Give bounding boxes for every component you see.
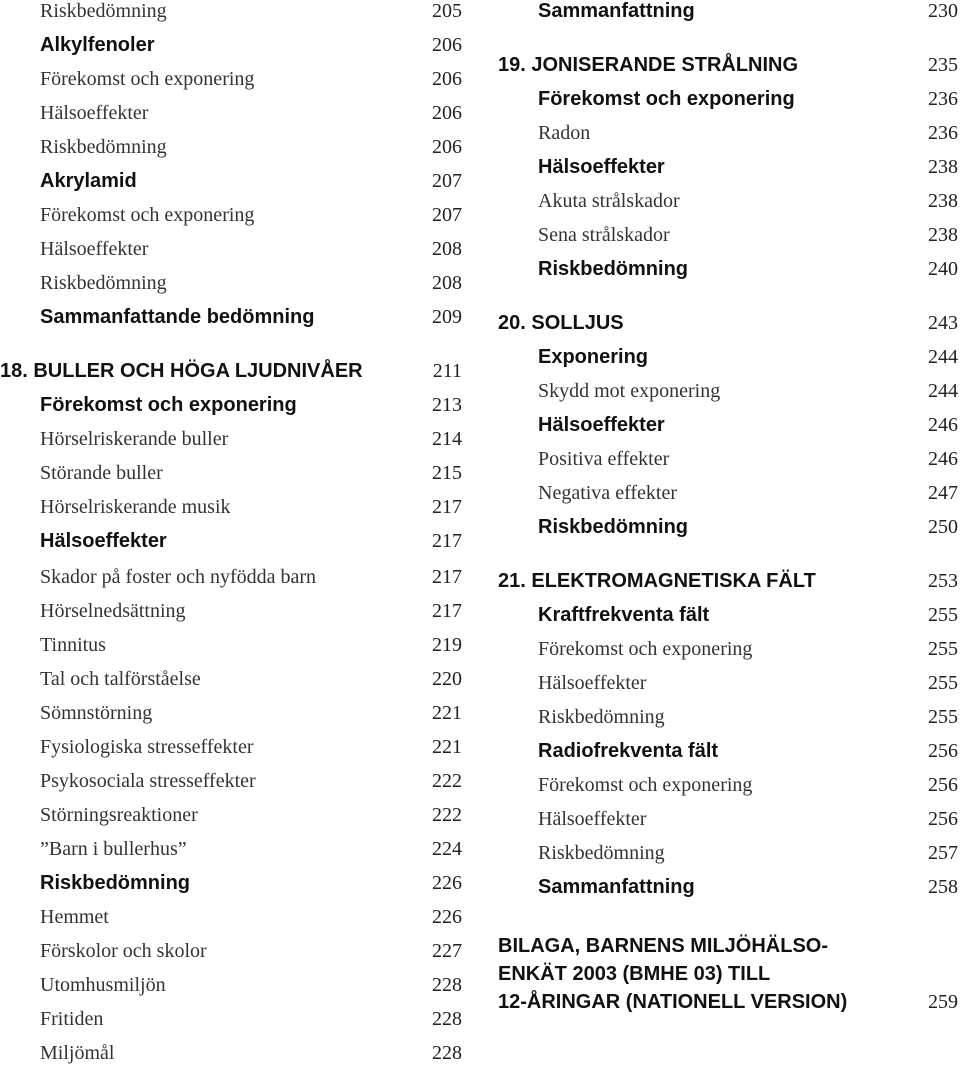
- toc-entry-label: ”Barn i bullerhus”: [40, 838, 187, 860]
- toc-page-number: 209: [432, 306, 462, 328]
- toc-page-number: 230: [928, 0, 958, 22]
- toc-entry[interactable]: [40, 132, 462, 162]
- toc-page-number: 247: [928, 482, 958, 504]
- toc-entry[interactable]: [538, 512, 958, 542]
- toc-entry-label: Skydd mot exponering: [538, 380, 721, 402]
- toc-entry-label: Hälsoeffekter: [40, 102, 149, 124]
- toc-chapter-heading[interactable]: [498, 50, 958, 80]
- toc-page-number: 226: [432, 906, 462, 928]
- toc-page-number: 214: [432, 428, 462, 450]
- toc-page-number: 244: [928, 380, 958, 402]
- toc-page-number: 213: [432, 394, 462, 416]
- toc-entry[interactable]: [40, 1004, 462, 1034]
- toc-entry-label: Sömnstörning: [40, 702, 153, 724]
- toc-entry[interactable]: [538, 770, 958, 800]
- toc-entry-label: Förekomst och exponering: [538, 638, 753, 660]
- toc-entry-label: Sammanfattande bedömning: [40, 306, 315, 328]
- toc-entry-label: Positiva effekter: [538, 448, 670, 470]
- bilaga-line-3: 12-ÅRINGAR (NATIONELL VERSION): [498, 991, 848, 1013]
- toc-page-number: 217: [432, 496, 462, 518]
- toc-entry[interactable]: [538, 410, 958, 440]
- toc-page-number: 206: [432, 136, 462, 158]
- toc-page-number: 217: [432, 566, 462, 588]
- toc-entry-label: 19. JONISERANDE STRÅLNING: [498, 54, 799, 76]
- toc-page-number: 207: [432, 204, 462, 226]
- toc-entry-label: 18. BULLER OCH HÖGA LJUDNIVÅER: [0, 360, 363, 382]
- toc-page-number: 228: [432, 974, 462, 996]
- toc-entry-label: Utomhusmiljön: [40, 974, 166, 996]
- toc-page-number: 256: [928, 774, 958, 796]
- toc-entry[interactable]: [40, 834, 462, 864]
- toc-entry-label: Miljömål: [40, 1042, 115, 1064]
- toc-entry[interactable]: [40, 268, 462, 298]
- toc-entry-label: Akrylamid: [40, 170, 137, 192]
- toc-chapter-heading[interactable]: [498, 566, 958, 596]
- toc-entry-label: Tinnitus: [40, 634, 106, 656]
- toc-entry-label: Förekomst och exponering: [40, 204, 255, 226]
- toc-page-number: 206: [432, 102, 462, 124]
- toc-entry[interactable]: [40, 492, 462, 522]
- toc-entry-label: Fysiologiska stresseffekter: [40, 736, 254, 758]
- toc-page-number: 238: [928, 190, 958, 212]
- toc-entry[interactable]: [538, 152, 958, 182]
- toc-entry-label: Riskbedömning: [40, 872, 191, 894]
- toc-entry-label: Akuta strålskador: [538, 190, 680, 212]
- toc-entry-label: Förekomst och exponering: [40, 68, 255, 90]
- toc-entry[interactable]: [40, 868, 462, 898]
- toc-page-number: 208: [432, 272, 462, 294]
- toc-page-number: 255: [928, 638, 958, 660]
- toc-entry-label: Förekomst och exponering: [538, 88, 795, 110]
- toc-page-number: 220: [432, 668, 462, 690]
- toc-entry[interactable]: [40, 970, 462, 1000]
- bilaga-line-2: ENKÄT 2003 (BMHE 03) TILL: [498, 963, 771, 985]
- toc-entry-label: Psykosociala stresseffekter: [40, 770, 256, 792]
- toc-page-number: 256: [928, 808, 958, 830]
- toc-entry-label: 21. ELEKTROMAGNETISKA FÄLT: [498, 570, 816, 592]
- toc-page-number: 207: [432, 170, 462, 192]
- toc-entry[interactable]: [538, 376, 958, 406]
- toc-entry[interactable]: [538, 342, 958, 372]
- toc-page-number: 255: [928, 604, 958, 626]
- toc-entry-bilaga[interactable]: [498, 932, 958, 1016]
- toc-page-number: 217: [432, 600, 462, 622]
- toc-entry[interactable]: [538, 736, 958, 766]
- toc-page-number: 238: [928, 224, 958, 246]
- toc-entry[interactable]: [538, 668, 958, 698]
- toc-entry-label: Hälsoeffekter: [538, 414, 665, 436]
- toc-page-number: 206: [432, 34, 462, 56]
- toc-entry-label: Förskolor och skolor: [40, 940, 207, 962]
- toc-entry[interactable]: [538, 254, 958, 284]
- toc-entry[interactable]: [40, 630, 462, 660]
- toc-entry-label: Riskbedömning: [40, 272, 167, 294]
- toc-entry[interactable]: [40, 0, 462, 26]
- toc-page-number: 224: [432, 838, 462, 860]
- toc-entry-label: Radiofrekventa fält: [538, 740, 719, 762]
- toc-entry-label: Fritiden: [40, 1008, 104, 1030]
- toc-page-number: 255: [928, 672, 958, 694]
- toc-entry[interactable]: [40, 936, 462, 966]
- toc-entry[interactable]: [40, 166, 462, 196]
- toc-entry-label: Riskbedömning: [538, 706, 665, 728]
- toc-entry[interactable]: [538, 872, 958, 902]
- toc-entry-label: Radon: [538, 122, 591, 144]
- toc-entry-label: 20. SOLLJUS: [498, 312, 624, 334]
- toc-page-number: 256: [928, 740, 958, 762]
- toc-page-number: 222: [432, 804, 462, 826]
- toc-entry-label: Störande buller: [40, 462, 163, 484]
- toc-page-number: 208: [432, 238, 462, 260]
- toc-entry[interactable]: [40, 1038, 462, 1068]
- bilaga-line-1: BILAGA, BARNENS MILJÖHÄLSO-: [498, 935, 828, 957]
- toc-entry[interactable]: [538, 838, 958, 868]
- toc-entry-label: Riskbedömning: [40, 0, 167, 22]
- toc-entry-label: Störningsreaktioner: [40, 804, 198, 826]
- toc-entry[interactable]: [40, 664, 462, 694]
- toc-entry-label: Hälsoeffekter: [40, 530, 167, 552]
- toc-entry[interactable]: [538, 804, 958, 834]
- toc-entry[interactable]: [40, 30, 462, 60]
- toc-page-number: 258: [928, 876, 958, 898]
- toc-entry-label: Hörselnedsättning: [40, 600, 186, 622]
- toc-page-number: 259: [928, 991, 958, 1013]
- toc-entry[interactable]: [538, 702, 958, 732]
- toc-page-number: 246: [928, 448, 958, 470]
- toc-entry[interactable]: [40, 64, 462, 94]
- toc-page-number: 257: [928, 842, 958, 864]
- toc-page-number: 246: [928, 414, 958, 436]
- toc-page-number: 222: [432, 770, 462, 792]
- toc-entry-label: Sammanfattning: [538, 0, 695, 22]
- toc-entry[interactable]: [40, 596, 462, 626]
- toc-entry[interactable]: [538, 444, 958, 474]
- toc-entry[interactable]: [40, 424, 462, 454]
- toc-entry[interactable]: [40, 766, 462, 796]
- toc-page-number: 236: [928, 122, 958, 144]
- toc-page-number: 235: [928, 54, 958, 76]
- toc-entry[interactable]: [40, 800, 462, 830]
- toc-entry[interactable]: [40, 562, 462, 592]
- toc-entry[interactable]: [40, 302, 462, 332]
- toc-page-number: 243: [928, 312, 958, 334]
- toc-entry-label: Exponering: [538, 346, 649, 368]
- toc-entry[interactable]: [40, 234, 462, 264]
- toc-entry[interactable]: [40, 526, 462, 556]
- toc-entry[interactable]: [538, 118, 958, 148]
- toc-entry[interactable]: [538, 478, 958, 508]
- toc-entry-label: Kraftfrekventa fält: [538, 604, 710, 626]
- toc-page-number: 215: [432, 462, 462, 484]
- toc-entry[interactable]: [538, 84, 958, 114]
- toc-page-number: 250: [928, 516, 958, 538]
- toc-page-number: 255: [928, 706, 958, 728]
- toc-entry-label: Hälsoeffekter: [538, 672, 647, 694]
- toc-page-number: 211: [432, 360, 462, 382]
- toc-entry[interactable]: [40, 390, 462, 420]
- toc-entry-label: Riskbedömning: [538, 258, 689, 280]
- toc-entry[interactable]: [40, 200, 462, 230]
- toc-page-number: 221: [432, 702, 462, 724]
- toc-entry-label: Tal och talförståelse: [40, 668, 201, 690]
- toc-entry[interactable]: [538, 0, 958, 26]
- toc-entry-label: Riskbedömning: [40, 136, 167, 158]
- toc-entry-label: Negativa effekter: [538, 482, 677, 504]
- toc-page-number: 227: [432, 940, 462, 962]
- toc-page-number: 217: [432, 530, 462, 552]
- toc-chapter-heading[interactable]: [0, 356, 462, 386]
- toc-entry[interactable]: [538, 634, 958, 664]
- toc-page-number: 240: [928, 258, 958, 280]
- toc-page-number: 228: [432, 1042, 462, 1064]
- toc-page-number: 219: [432, 634, 462, 656]
- toc-entry[interactable]: [40, 458, 462, 488]
- toc-entry-label: Riskbedömning: [538, 516, 689, 538]
- toc-entry-label: Sammanfattning: [538, 876, 695, 898]
- toc-entry-label: Hälsoeffekter: [538, 808, 647, 830]
- toc-page-number: 228: [432, 1008, 462, 1030]
- toc-entry-label: Hörselriskerande buller: [40, 428, 229, 450]
- toc-entry[interactable]: [538, 600, 958, 630]
- toc-entry[interactable]: [538, 220, 958, 250]
- toc-page-number: 221: [432, 736, 462, 758]
- toc-page-number: 244: [928, 346, 958, 368]
- toc-page-number: 205: [432, 0, 462, 22]
- toc-entry[interactable]: [40, 98, 462, 128]
- toc-entry[interactable]: [40, 732, 462, 762]
- toc-entry-label: Hörselriskerande musik: [40, 496, 231, 518]
- toc-entry-label: Hälsoeffekter: [40, 238, 149, 260]
- toc-page-number: 226: [432, 872, 462, 894]
- toc-entry-label: Skador på foster och nyfödda barn: [40, 566, 317, 588]
- toc-entry[interactable]: [40, 902, 462, 932]
- toc-entry-label: Riskbedömning: [538, 842, 665, 864]
- toc-entry[interactable]: [538, 186, 958, 216]
- toc-entry-label: Hälsoeffekter: [538, 156, 665, 178]
- toc-page-number: 253: [928, 570, 958, 592]
- toc-chapter-heading[interactable]: [498, 308, 958, 338]
- toc-entry-label: Sena strålskador: [538, 224, 670, 246]
- toc-page-number: 236: [928, 88, 958, 110]
- toc-page-number: 238: [928, 156, 958, 178]
- toc-entry-label: Förekomst och exponering: [538, 774, 753, 796]
- toc-entry-label: Alkylfenoler: [40, 34, 155, 56]
- toc-page-number: 206: [432, 68, 462, 90]
- toc-entry-label: Hemmet: [40, 906, 109, 928]
- toc-entry[interactable]: [40, 698, 462, 728]
- toc-entry-label: Förekomst och exponering: [40, 394, 297, 416]
